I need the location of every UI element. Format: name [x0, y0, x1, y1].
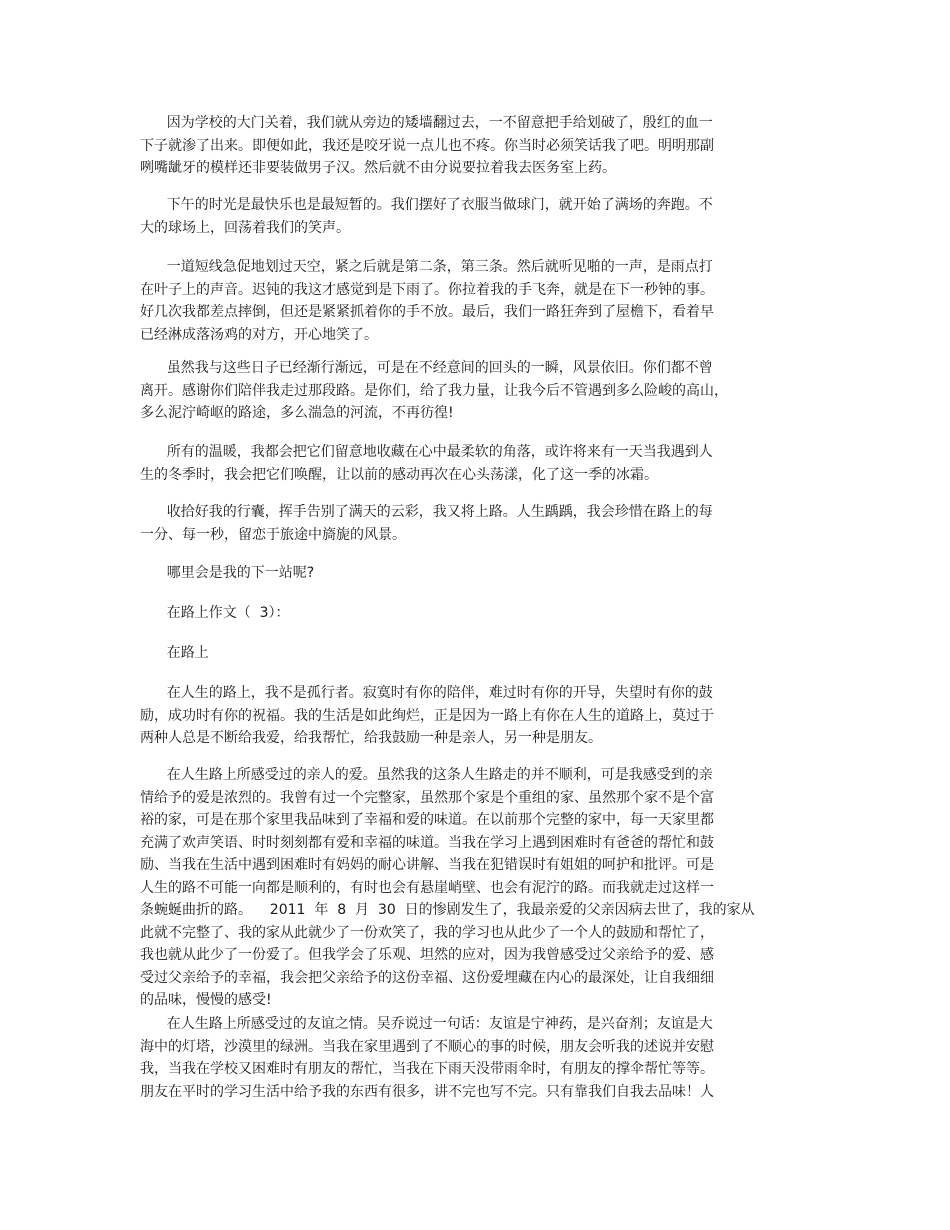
- text-line: 一道短线急促地划过天空，紧之后就是第二条，第三条。然后就听见啪的一声，是雨点打: [140, 259, 713, 275]
- paragraph: [140, 194, 780, 239]
- paragraph: [140, 1013, 780, 1103]
- text-line: 裕的家，可是在那个家里我品味到了幸福和爱的味道。在以前那个完整的家中，每一天家里都: [140, 812, 714, 828]
- text-line: 离开。感谢你们陪伴我走过那段路。是你们，给了我力量，让我今后不管遇到多么险峻的高山，: [140, 382, 728, 399]
- paragraph: [140, 256, 780, 346]
- paragraph: [140, 602, 780, 625]
- text-line: 我也就从此少了一份爱了。但我学会了乐观、坦然的应对，因为我曾感受过父亲给予的爱、感: [140, 947, 714, 963]
- text-line: 两种人总是不断给我爱，给我帮忙，给我鼓励一种是亲人，另一种是朋友。: [140, 730, 602, 746]
- text-line: 在路上: [140, 645, 209, 661]
- text-line: 哪里会是我的下一站呢?: [140, 565, 315, 581]
- text-line: 情给予的爱是浓烈的。我曾有过一个完整家，虽然那个家是个重组的家、虽然那个家不是个富: [140, 789, 714, 806]
- text-line: 的品味，慢慢的感受!: [140, 992, 272, 1008]
- text-line: 一分、每一秒，留恋于旅途中旖旎的风景。: [140, 526, 406, 543]
- text-line: 好几次我都差点摔倒，但还是紧紧抓着你的手不放。最后，我们一路狂奔到了屋檐下，看着早: [140, 304, 714, 320]
- paragraph: [140, 112, 780, 180]
- text-line: 人生的路不可能一向都是顺利的，有时也会有悬崖峭壁、也会有泥泞的路。而我就走过这样一: [140, 879, 714, 896]
- text-line: 咧嘴龇牙的模样还非要装做男子汉。然后就不由分说要拉着我去医务室上药。: [140, 160, 616, 176]
- text-line: 已经淋成落汤鸡的对方，开心地笑了。: [140, 326, 378, 343]
- paragraph: [140, 501, 780, 546]
- text-line: 在路上作文（ 3）：: [140, 605, 290, 621]
- text-line: 充满了欢声笑语、时时刻刻都有爱和幸福的味道。当我在学习上遇到困难时有爸爸的帮忙和鼓: [140, 834, 714, 851]
- text-line: 励，成功时有你的祝福。我的生活是如此绚烂，正是因为一路上有你在人生的道路上，莫过于: [140, 707, 714, 724]
- text-line: 虽然我与这些日子已经渐行渐远，可是在不经意间的回头的一瞬，风景依旧。你们都不曾: [140, 360, 713, 376]
- text-line: 生的冬季时，我会把它们唤醒，让以前的感动再次在心头荡漾，化了这一季的冰霜。: [140, 466, 658, 483]
- paragraph: [140, 357, 780, 425]
- text-line: 在叶子上的声音。迟钝的我这才感觉到是下雨了。你拉着我的手飞奔，就是在下一秒钟的事。: [140, 281, 714, 298]
- text-line: 受过父亲给予的幸福，我会把父亲给予的这份幸福、这份爱埋藏在内心的最深处，让自我细细: [140, 969, 714, 986]
- text-line: 在人生路上所感受过的友谊之情。吴乔说过一句话：友谊是宁神药，是兴奋剂；友谊是大: [140, 1016, 713, 1032]
- paragraph: [140, 562, 780, 585]
- text-line: 所有的温暖，我都会把它们留意地收藏在心中最柔软的角落，或许将来有一天当我遇到人: [140, 444, 713, 460]
- text-line: 收拾好我的行囊，挥手告别了满天的云彩，我又将上路。人生踽踽，我会珍惜在路上的每: [140, 504, 713, 520]
- text-line: 多么泥泞崎岖的路途，多么湍急的河流，不再彷徨!: [140, 405, 454, 421]
- text-line: 下子就渗了出来。即便如此，我还是咬牙说一点儿也不疼。你当时必须笑话我了吧。明明那副: [140, 137, 714, 154]
- text-line: 在人生的路上，我不是孤行者。寂寞时有你的陪伴，难过时有你的开导，失望时有你的鼓: [140, 685, 713, 701]
- paragraph: [140, 764, 780, 1012]
- text-line: 此就不完整了、我的家从此就少了一份欢笑了，我的学习也从此少了一个人的鼓励和帮忙了，: [140, 924, 714, 941]
- text-line: 大的球场上，回荡着我们的笑声。: [140, 219, 350, 236]
- paragraph: [140, 441, 780, 486]
- text-line: 海中的灯塔，沙漠里的绿洲。当我在家里遇到了不顺心的事的时候，朋友会听我的述说并安慰: [140, 1038, 714, 1055]
- text-line: 我，当我在学校又困难时有朋友的帮忙，当我在下雨天没带雨伞时，有朋友的撑伞帮忙等等。: [140, 1061, 714, 1077]
- paragraph: [140, 642, 780, 665]
- text-line: 下午的时光是最快乐也是最短暂的。我们摆好了衣服当做球门，就开始了满场的奔跑。不: [140, 197, 713, 213]
- text-line: 条蜿蜒曲折的路。 2011 年 8 月 30 日的惨剧发生了，我最亲爱的父亲因病去世了，我的家从: [140, 902, 755, 918]
- text-line: 朋友在平时的学习生活中给予我的东西有很多，讲不完也写不完。只有靠我们自我去品味！人: [140, 1083, 714, 1100]
- text-line: 在人生路上所感受过的亲人的爱。虽然我的这条人生路走的并不顺利，可是我感受到的亲: [140, 767, 713, 783]
- paragraph: [140, 682, 780, 750]
- text-line: 因为学校的大门关着，我们就从旁边的矮墙翻过去，一不留意把手给划破了，殷红的血一: [140, 115, 713, 131]
- text-line: 励、当我在生活中遇到困难时有妈妈的耐心讲解、当我在犯错误时有姐姐的呵护和批评。可是: [140, 857, 714, 873]
